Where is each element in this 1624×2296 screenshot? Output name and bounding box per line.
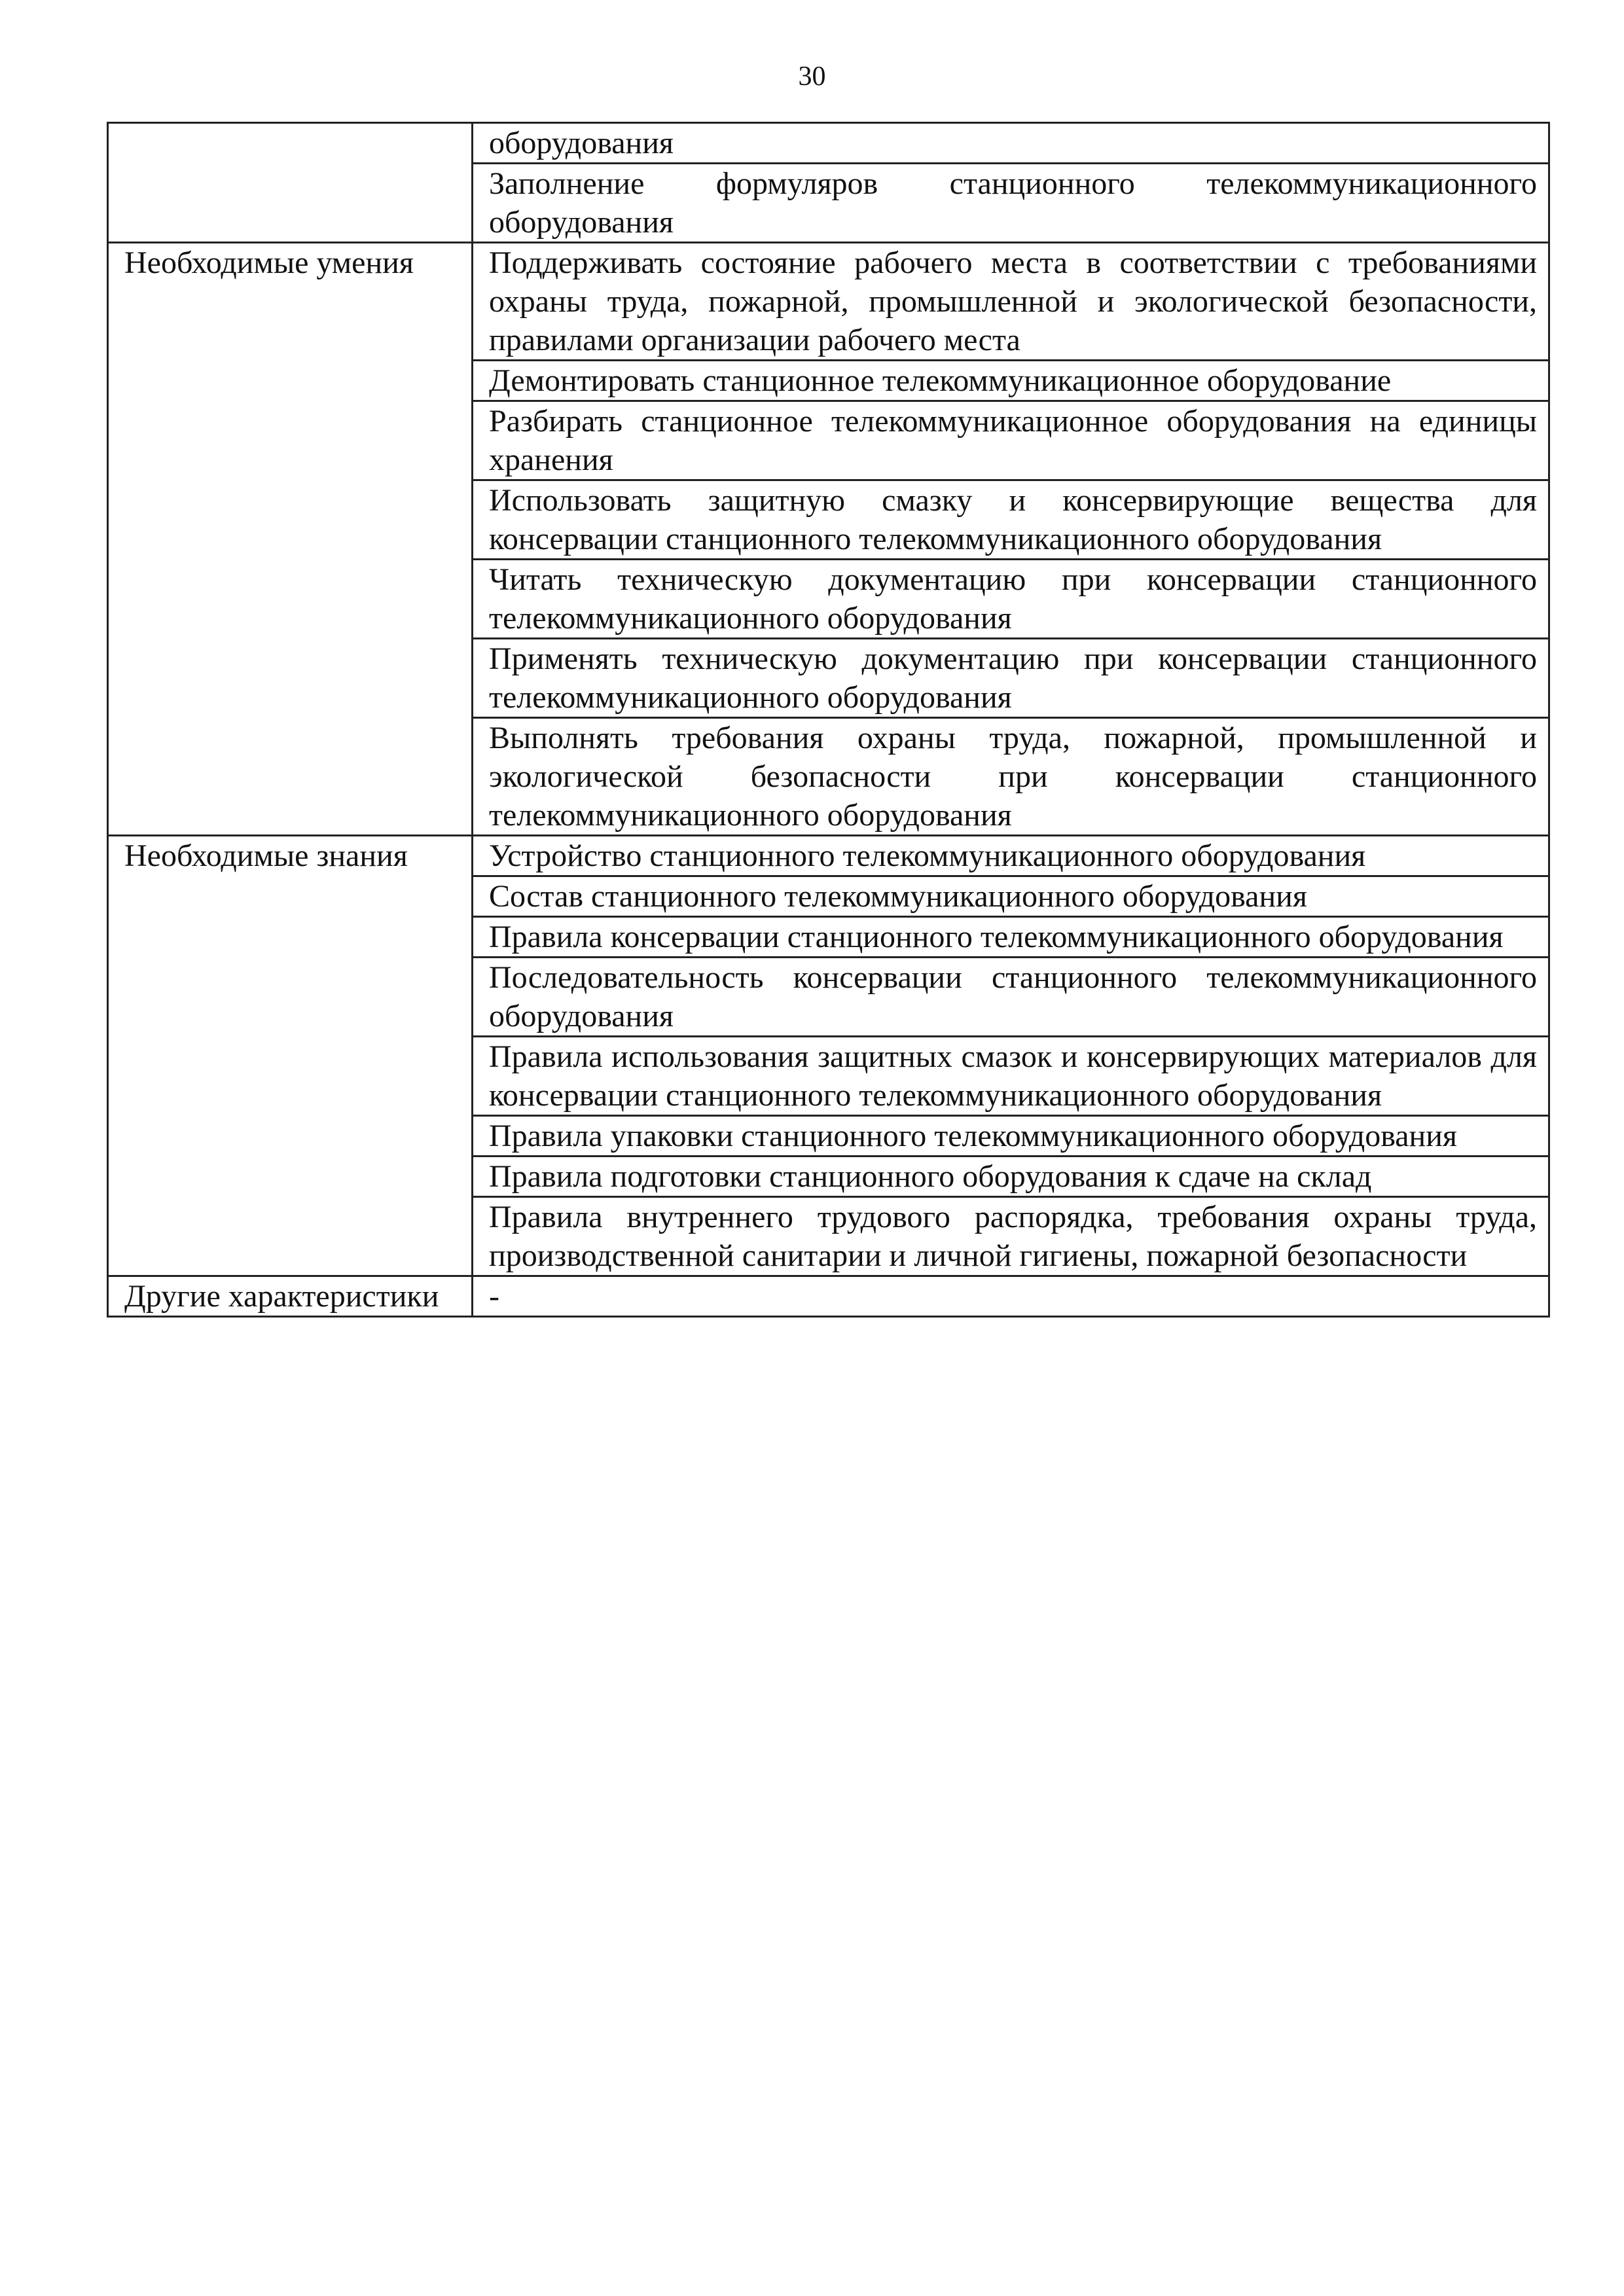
table-cell: Правила использования защитных смазок и консервирующих материалов для консервации станционного телекоммуникационного оборудования [473,1037,1549,1116]
table-row [108,123,1549,164]
table-cell: Состав станционного телекоммуникационного оборудования [473,876,1549,917]
table-cell: Заполнение формуляров станционного телекоммуникационного оборудования [473,164,1549,243]
table-cell: Устройство станционного телекоммуникационного оборудования [473,836,1549,876]
table-cell: Использовать защитную смазку и консервирующие вещества для консервации станционного телекоммуникационного оборудования [473,480,1549,560]
row-label [108,123,473,243]
table-row [108,243,1549,361]
row-label-knowledge: Необходимые знания [108,836,473,1276]
table-cell: Последовательность консервации станционного телекоммуникационного оборудования [473,958,1549,1037]
table-cell: Разбирать станционное телекоммуникационное оборудования на единицы хранения [473,401,1549,480]
table-cell: Выполнять требования охраны труда, пожарной, промышленной и экологической безопасности при консервации станционного телекоммуникационного оборудования [473,718,1549,836]
table-row [108,836,1549,876]
page-number: 30 [798,62,826,92]
table-cell: Поддерживать состояние рабочего места в соответствии с требованиями охраны труда, пожарной, промышленной и экологической безопасности, правилами организации рабочего места [473,243,1549,361]
table-row [108,1276,1549,1317]
table-cell: - [473,1276,1549,1317]
table-cell: Демонтировать станционное телекоммуникационное оборудование [473,361,1549,401]
table-cell: Применять техническую документацию при консервации станционного телекоммуникационного оборудования [473,639,1549,718]
table-cell: оборудования [473,123,1549,164]
table-cell: Читать техническую документацию при консервации станционного телекоммуникационного оборудования [473,560,1549,639]
table-cell: Правила подготовки станционного оборудования к сдаче на склад [473,1157,1549,1197]
requirements-table [107,122,1550,1318]
table-cell: Правила упаковки станционного телекоммуникационного оборудования [473,1116,1549,1157]
table-cell: Правила внутреннего трудового распорядка, требования охраны труда, производственной санитарии и личной гигиены, пожарной безопасности [473,1197,1549,1276]
row-label-other: Другие характеристики [108,1276,473,1317]
table-cell: Правила консервации станционного телекоммуникационного оборудования [473,917,1549,958]
row-label-skills: Необходимые умения [108,243,473,836]
